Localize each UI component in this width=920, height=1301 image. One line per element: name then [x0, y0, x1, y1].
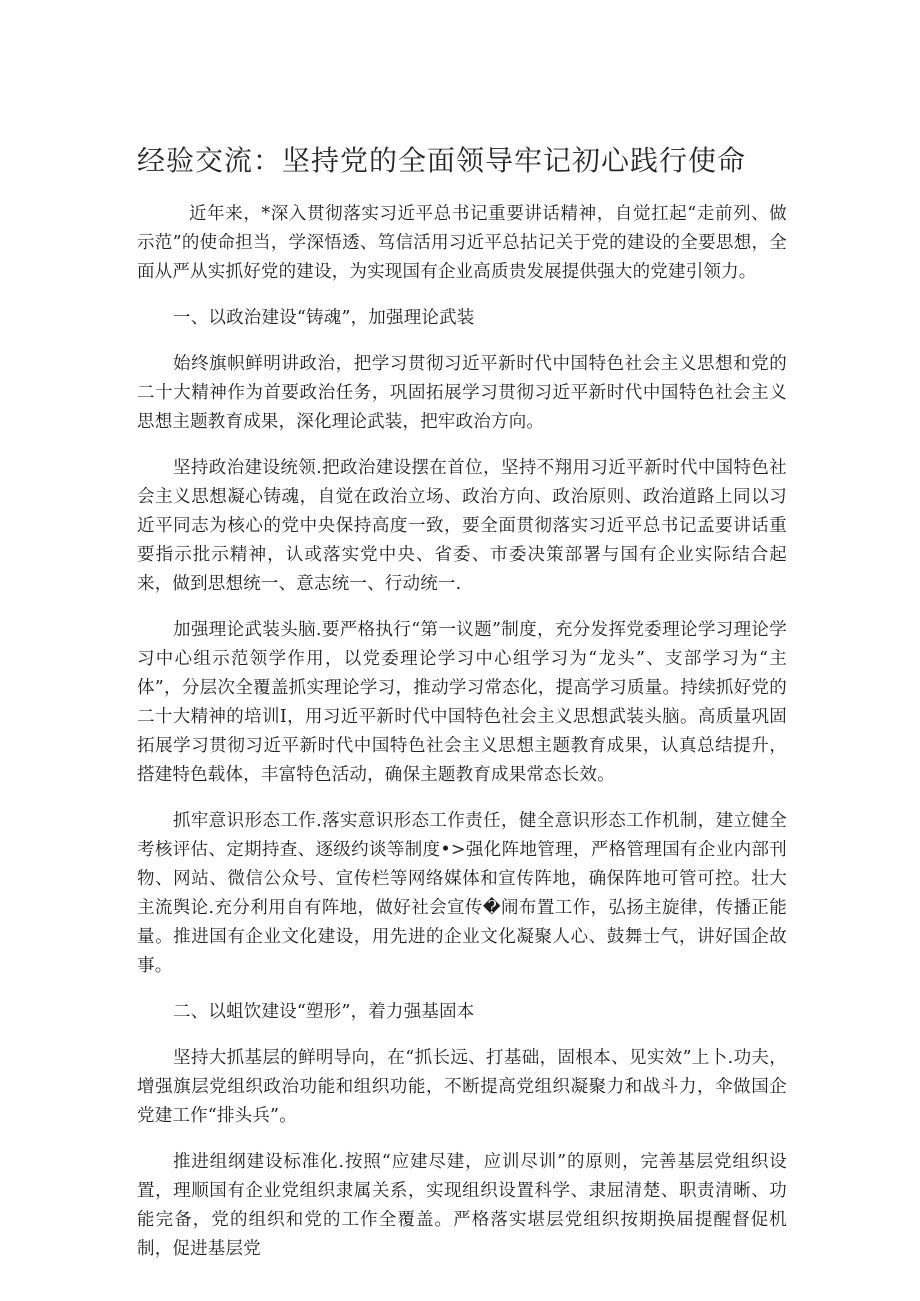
- section-2-paragraph-1: 坚持大抓基层的鲜明导向，在“抓长远、打基础，固根本、见实效”上卜.功夫，增强旗层党组织政治功能和组织功能，不断提高党组织凝聚力和战斗力，伞做国企党建工作“排头兵”。: [137, 1048, 787, 1126]
- section-1-paragraph-4: 抓牢意识形态工作.落实意识形态工作责任，健全意识形态工作机制，建立健全考核评估、定期持查、逐级约谈等制度•>强化阵地管理，严格管理国有企业内部刊物、网站、微信公众号、宣传栏等网络媒体和宣传阵地，确保阵地可管可控。壮大主流舆论.充分利用自有阵地，做好社会宣传�闹布置工作，弘扬主旋律，传播正能量。推进国有企业文化建设，用先进的企业文化凝聚人心、鼓舞士气，讲好国企故事。: [137, 811, 787, 976]
- section-2-paragraph-2: 推进组纲建设标准化.按照“应建尽建，应训尽训”的原则，完善基层党组织设置，理顺国有企业党组织隶属关系，实现组织设置科学、隶屈清楚、职责清晰、功能完备，党的组织和党的工作全覆盖。严格落实堪层党组织按期换届提醒督促机制，促进基层党: [137, 1152, 787, 1259]
- section-2-heading: 二、以蛆饮建设“塑形”，着力强基固本: [173, 1002, 475, 1022]
- section-1-paragraph-3: 加强理论武装头脑.要严格执行“第一议题”制度，充分发挥党委理论学习理论学习中心组示范领学作用，以党委理论学习中心组学习为“龙头”、支部学习为“主体”，分层次全覆盖抓实理论学习，推动学习常态化，提高学习质量。持续抓好党的二十大精神的培训I，用习近平新时代中国特色社会主义思想武装头脑。高质量巩固拓展学习贯彻习近平新时代中国特色社会主义思想主题教育成果，认真总结提升，搭建特色载体，丰富特色活动，确保主题教育成果常态长效。: [137, 620, 787, 785]
- section-1-heading: 一、以政治建设“铸魂”，加强理论武装: [173, 308, 475, 328]
- intro-paragraph: 近年来，*深入贯彻落实习近平总书记重要讲话精神，自觉扛起“走前列、做示范”的使命担当，学深悟透、笃信活用习近平总拈记关于党的建设的全要思想，全面从严从实抓好党的建设，为实现国有企业高质贵发展提供强大的党建引领力。: [137, 204, 787, 282]
- section-1-paragraph-1: 始终旗帜鲜明讲政治，把学习贯彻习近平新时代中国特色社会主义思想和党的二十大精神作为首要政治任务，巩固拓展学习贯彻习近平新时代中国特色社会主义思想主题教育成果，深化理论武装，把牢政治方向。: [137, 354, 787, 432]
- document-page: [137, 142, 787, 1281]
- document-title: 经验交流：坚持党的全面领导牢记初心践行使命: [137, 144, 747, 177]
- section-1-paragraph-2: 坚持政治建设统领.把政治建设摆在首位，坚持不翔用习近平新时代中国特色社会主义思想凝心铸魂，自觉在政治立场、政治方向、政治原则、政治道路上同以习近平同志为核心的党中央保持高度一致，要全面贯彻落实习近平总书记孟要讲话重要指示批示精神，认或落实党中央、省委、市委决策部署与国有企业实际结合起来，做到思想统一、意志统一、行动统一.: [137, 458, 787, 594]
